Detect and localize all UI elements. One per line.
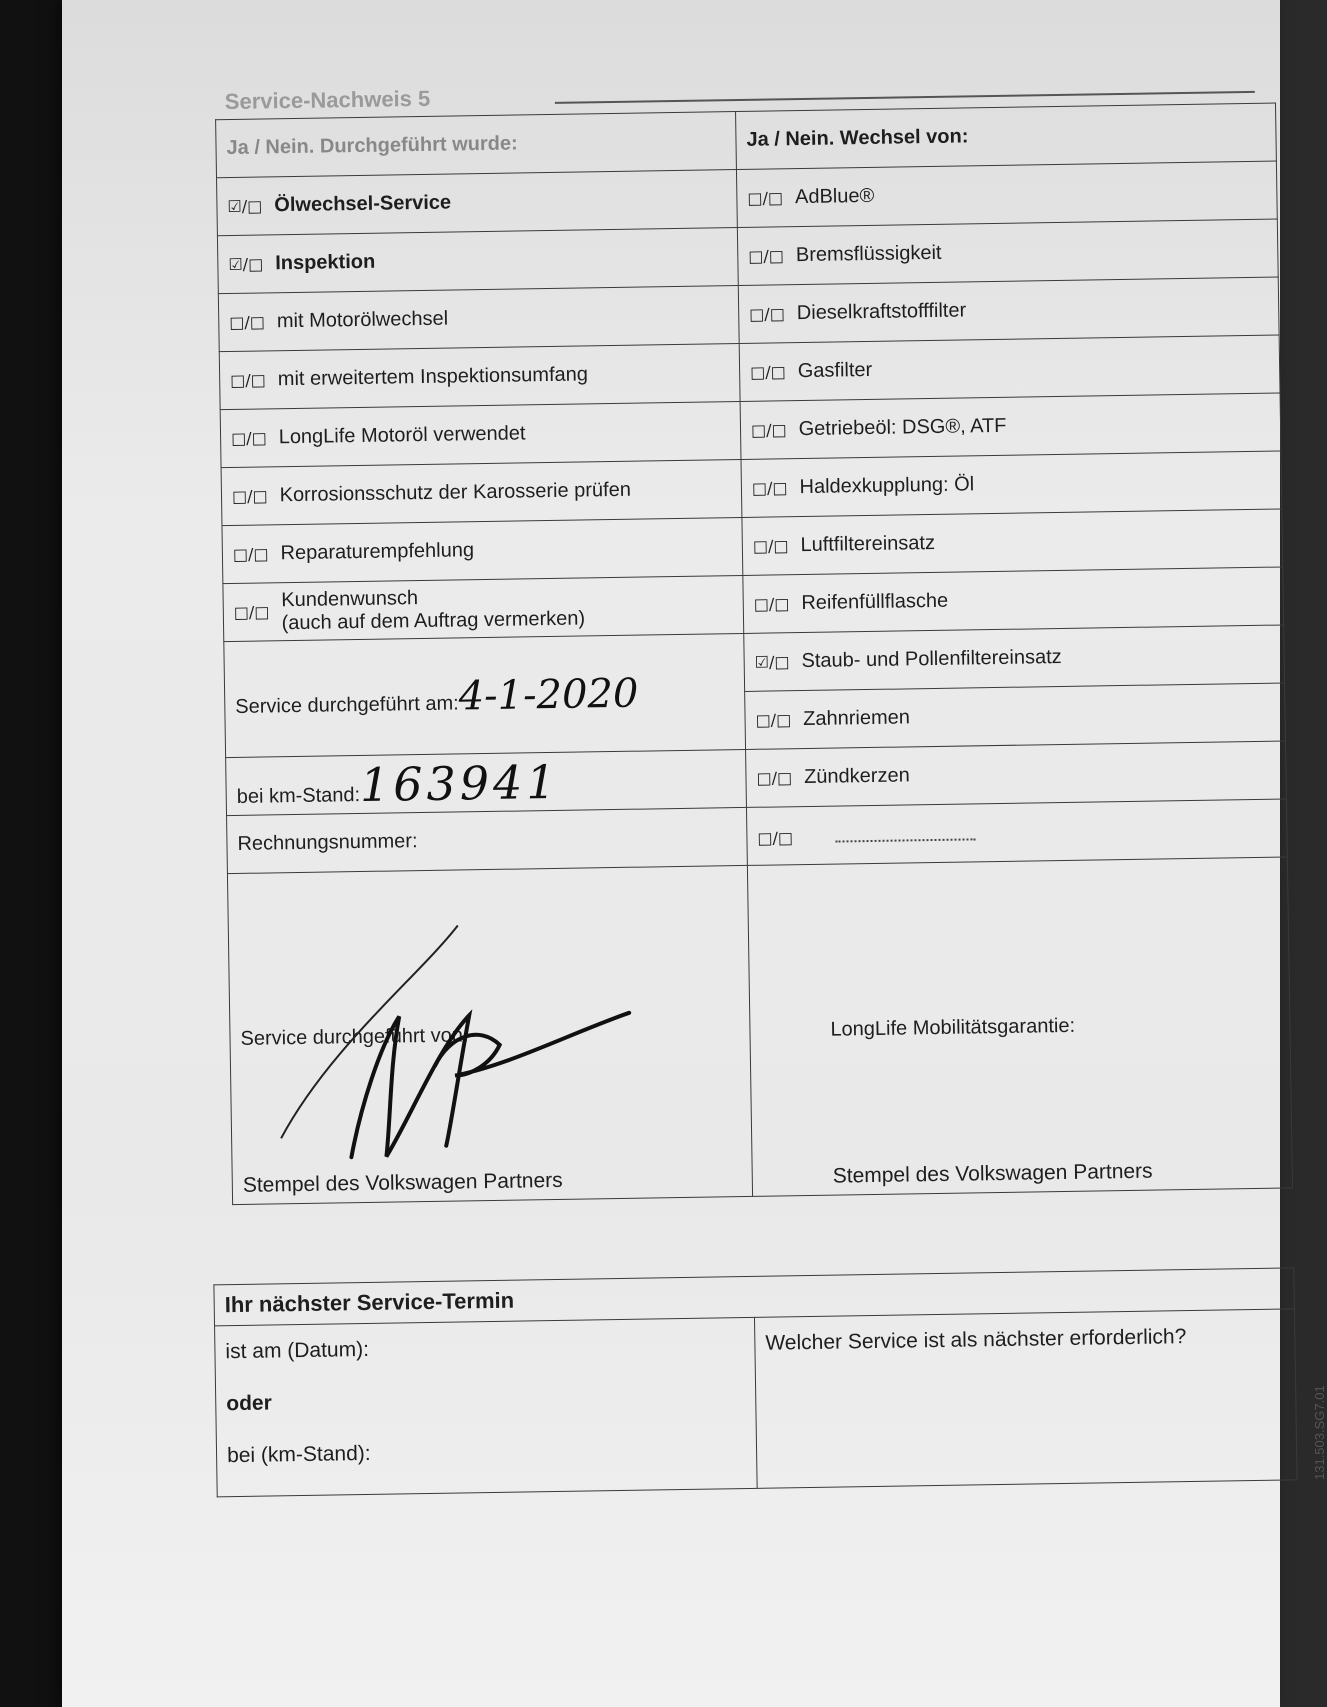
km-cell [226,749,747,815]
left-item-label: Inspektion [275,250,376,275]
guarantee-cell [747,857,1292,1196]
right-item-cell [746,741,1287,807]
checkbox-icon[interactable]: □/□ [755,710,792,730]
right-item-cell [737,219,1278,285]
km-value: 163941 [359,754,560,812]
checkbox-icon[interactable]: □/□ [230,428,267,448]
handwritten-signature [268,952,692,1189]
checkbox-icon[interactable]: □/□ [231,486,268,506]
km-label: bei km-Stand: [236,783,361,808]
next-date-label: ist am (Datum): [225,1337,370,1364]
right-item-label: AdBlue® [794,184,875,209]
document-page [62,0,1327,1707]
checked-box-icon[interactable]: ☑/□ [228,254,264,275]
right-item-cell [741,451,1282,517]
checkbox-icon[interactable]: □/□ [747,188,784,208]
next-service-table [213,1267,1297,1497]
checkbox-icon[interactable]: □/□ [748,246,785,266]
next-service-right [754,1309,1297,1488]
service-form [164,32,1307,1529]
right-item-cell [740,393,1281,459]
guarantee-label: LongLife Mobilitätsgarantie: [830,1014,1076,1041]
custom-change-field[interactable] [835,820,975,842]
left-item-cell [217,228,738,294]
checkbox-icon[interactable]: □/□ [749,362,786,382]
right-item-label: Gasfilter [797,358,873,383]
left-item-label: Korrosionsschutz der Karosserie prüfen [279,478,632,507]
left-item-cell [219,344,740,410]
left-header: Ja / Nein. Durchgeführt wurde: [216,112,737,178]
left-item-label: mit erweitertem Inspektionsumfang [277,363,589,391]
checkbox-icon[interactable]: □/□ [752,536,789,556]
right-item-label: Haldexkupplung: Öl [799,473,975,499]
right-item-label: Bremsflüssigkeit [795,241,942,267]
checkbox-icon[interactable]: □/□ [750,420,787,440]
left-item-cell [222,517,743,583]
checkbox-icon[interactable]: □/□ [751,478,788,498]
next-or-label: oder [226,1391,272,1416]
checkbox-icon[interactable]: □/□ [229,312,266,333]
right-item-label: Luftfiltereinsatz [800,531,936,557]
form-title: Service-Nachweis 5 [224,85,431,115]
checked-box-icon[interactable]: ☑/□ [754,652,790,672]
left-item-cell [220,401,741,467]
checkbox-icon[interactable]: □/□ [230,370,266,390]
service-date-value: 4-1-2020 [458,670,639,719]
left-item-label: Reparaturempfehlung [280,539,475,565]
customer-wish-label: Kundenwunsch [281,586,419,611]
right-item-cell [743,567,1284,633]
checkbox-icon[interactable]: □/□ [749,304,785,324]
checkbox-icon[interactable]: □/□ [232,544,269,564]
right-item-cell [736,161,1277,227]
left-item-cell [221,459,742,525]
right-item-label: Reifenfüllflasche [801,589,949,615]
checkbox-icon[interactable]: □/□ [757,827,794,848]
right-item-label: Staub- und Pollenfiltereinsatz [801,645,1062,673]
right-item-label: Dieselkraftstofffilter [796,299,967,325]
right-header: Ja / Nein. Wechsel von: [736,103,1277,169]
right-item-label: Zahnriemen [803,706,911,731]
stamp-label-right: Stempel des Volkswagen Partners [832,1159,1153,1188]
checkbox-icon[interactable]: □/□ [233,602,270,622]
stamp-label-left: Stempel des Volkswagen Partners [242,1168,563,1197]
service-date-label: Service durchgeführt am: [235,691,459,718]
right-item-label: Getriebeöl: DSG®, ATF [798,414,1007,441]
right-item-cell [738,277,1279,343]
side-code: 131.503.SG7.01 [1312,1385,1327,1480]
left-item-label: Ölwechsel-Service [274,191,452,217]
next-service-header: Ihr nächster Service-Termin [214,1268,1295,1326]
service-by-label: Service durchgeführt von: [240,1023,469,1050]
custom-change-cell [746,799,1287,865]
right-item-cell [742,509,1283,575]
left-item-label: LongLife Motoröl verwendet [278,422,526,449]
customer-wish-cell [223,575,744,641]
right-item-cell [745,683,1286,749]
invoice-label: Rechnungsnummer: [237,830,418,855]
checkbox-icon[interactable]: □/□ [756,768,793,788]
invoice-cell [227,807,748,873]
next-which-label: Welcher Service ist als nächster erforderlich? [765,1325,1187,1355]
service-date-cell [224,633,746,757]
right-item-cell [739,335,1280,401]
customer-wish-note: (auch auf dem Auftrag vermerken) [281,606,586,634]
title-rule [555,91,1255,104]
checkbox-icon[interactable]: □/□ [753,594,790,614]
background-edge [0,0,62,1707]
right-item-cell [744,625,1285,691]
left-item-cell [217,170,738,236]
next-service-body-row [215,1309,1298,1497]
right-item-label: Zündkerzen [803,764,910,789]
left-item-cell [218,286,739,352]
left-item-label: mit Motorölwechsel [276,307,449,333]
checked-box-icon[interactable]: ☑/□ [227,196,263,217]
next-service-left [215,1317,758,1496]
next-km-label: bei (km-Stand): [226,1441,371,1468]
